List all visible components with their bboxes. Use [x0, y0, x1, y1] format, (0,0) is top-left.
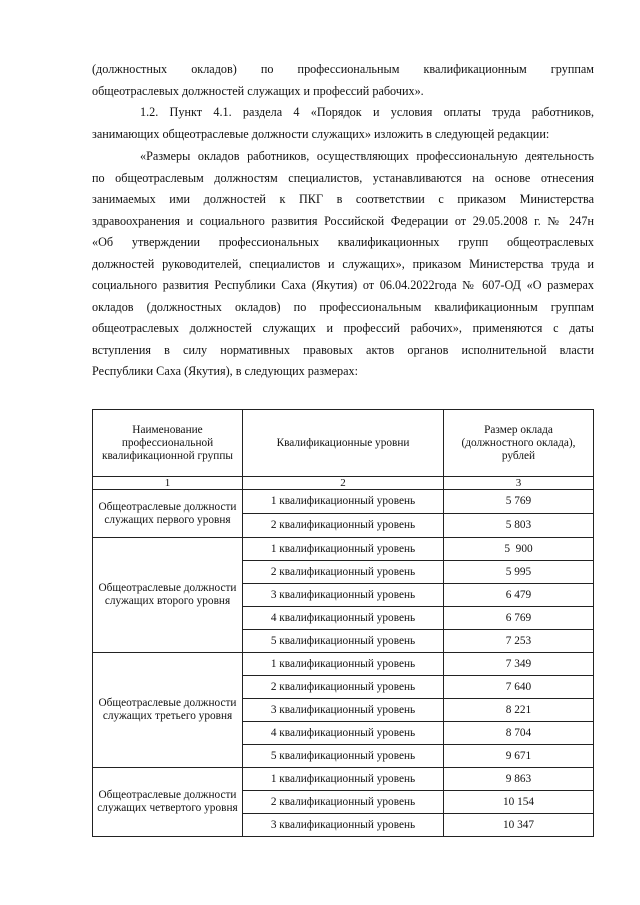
salary-cell: 8 221	[444, 699, 594, 722]
level-cell: 3 квалификационный уровень	[243, 584, 444, 607]
intro-paragraph	[92, 59, 594, 102]
level-cell: 3 квалификационный уровень	[243, 814, 444, 837]
group-name-cell: Общеотраслевые должности служащих четвертого уровня	[93, 768, 243, 837]
level-cell: 3 квалификационный уровень	[243, 699, 444, 722]
table-row	[93, 490, 594, 514]
quote-line: вступления в силу нормативных правовых актов органов исполнительной власти	[92, 342, 594, 357]
salary-cell: 7 349	[444, 653, 594, 676]
quote-line: социального развития Республики Саха (Якутия) от 06.04.2022года № 607-ОД «О размерах	[92, 278, 594, 292]
salary-cell: 10 347	[444, 814, 594, 837]
quote-line: должностей руководителей, специалистов и служащих», приказом Министерства труда и	[92, 256, 594, 271]
table-row	[93, 653, 594, 676]
level-cell: 2 квалификационный уровень	[243, 514, 444, 538]
salary-cell: 9 671	[444, 745, 594, 768]
quote-line: по общеотраслевым должностям специалистов, устанавливаются на основе отнесения	[92, 170, 594, 185]
table-header-row	[93, 410, 594, 477]
level-cell: 2 квалификационный уровень	[243, 791, 444, 814]
header-salary: Размер оклада (должностного оклада), рублей	[444, 410, 594, 477]
salary-table	[92, 409, 594, 837]
level-cell: 2 квалификационный уровень	[243, 561, 444, 584]
level-cell: 1 квалификационный уровень	[243, 768, 444, 791]
salary-cell: 5 995	[444, 561, 594, 584]
level-cell: 2 квалификационный уровень	[243, 676, 444, 699]
quote-line: общеотраслевых должностей служащих и профессий рабочих», применяются с даты	[92, 321, 594, 335]
quote-line: Республики Саха (Якутия), в следующих размерах:	[92, 364, 358, 378]
group-name-cell: Общеотраслевые должности служащих второго уровня	[93, 538, 243, 653]
level-cell: 4 квалификационный уровень	[243, 607, 444, 630]
salary-cell: 5 769	[444, 490, 594, 514]
column-number: 1	[93, 477, 243, 490]
quote-line: окладов (должностных окладов) по профессиональным квалификационным группам	[92, 299, 594, 314]
intro-line: (должностных окладов) по профессиональным квалификационным группам	[92, 62, 594, 76]
level-cell: 5 квалификационный уровень	[243, 630, 444, 653]
level-cell: 4 квалификационный уровень	[243, 722, 444, 745]
column-number: 3	[444, 477, 594, 490]
level-cell: 5 квалификационный уровень	[243, 745, 444, 768]
column-number: 2	[243, 477, 444, 490]
header-group-name: Наименование профессиональной квалификационной группы	[93, 410, 243, 477]
salary-cell: 5 900	[444, 538, 594, 561]
group-name-cell: Общеотраслевые должности служащих третьего уровня	[93, 653, 243, 768]
salary-cell: 6 479	[444, 584, 594, 607]
item-line: 1.2. Пункт 4.1. раздела 4 «Порядок и условия оплаты труда работников,	[140, 105, 594, 119]
quote-line: «Об утверждении профессиональных квалификационных групп общеотраслевых	[92, 235, 594, 249]
level-cell: 1 квалификационный уровень	[243, 538, 444, 561]
table-row	[93, 538, 594, 561]
item-paragraph	[92, 102, 594, 145]
salary-cell: 10 154	[444, 791, 594, 814]
table-row	[93, 768, 594, 791]
salary-cell: 7 640	[444, 676, 594, 699]
level-cell: 1 квалификационный уровень	[243, 653, 444, 676]
salary-cell: 7 253	[444, 630, 594, 653]
quote-line: занимаемых ими должностей к ПКГ в соответствии с приказом Министерства	[92, 192, 594, 206]
salary-cell: 5 803	[444, 514, 594, 538]
item-line: занимающих общеотраслевые должности служащих» изложить в следующей редакции:	[92, 126, 550, 141]
group-name-cell: Общеотраслевые должности служащих первого уровня	[93, 490, 243, 538]
salary-cell: 6 769	[444, 607, 594, 630]
quote-line: «Размеры окладов работников, осуществляющих профессиональную деятельность	[140, 149, 594, 163]
intro-line: общеотраслевых должностей служащих и профессий рабочих».	[92, 83, 424, 98]
salary-cell: 8 704	[444, 722, 594, 745]
quote-line: здравоохранения и социального развития Российской Федерации от 29.05.2008 г. № 247н	[92, 213, 594, 228]
table-column-numbers-row	[93, 477, 594, 490]
quote-paragraph	[92, 146, 594, 383]
header-level: Квалификационные уровни	[243, 410, 444, 477]
level-cell: 1 квалификационный уровень	[243, 490, 444, 514]
salary-cell: 9 863	[444, 768, 594, 791]
